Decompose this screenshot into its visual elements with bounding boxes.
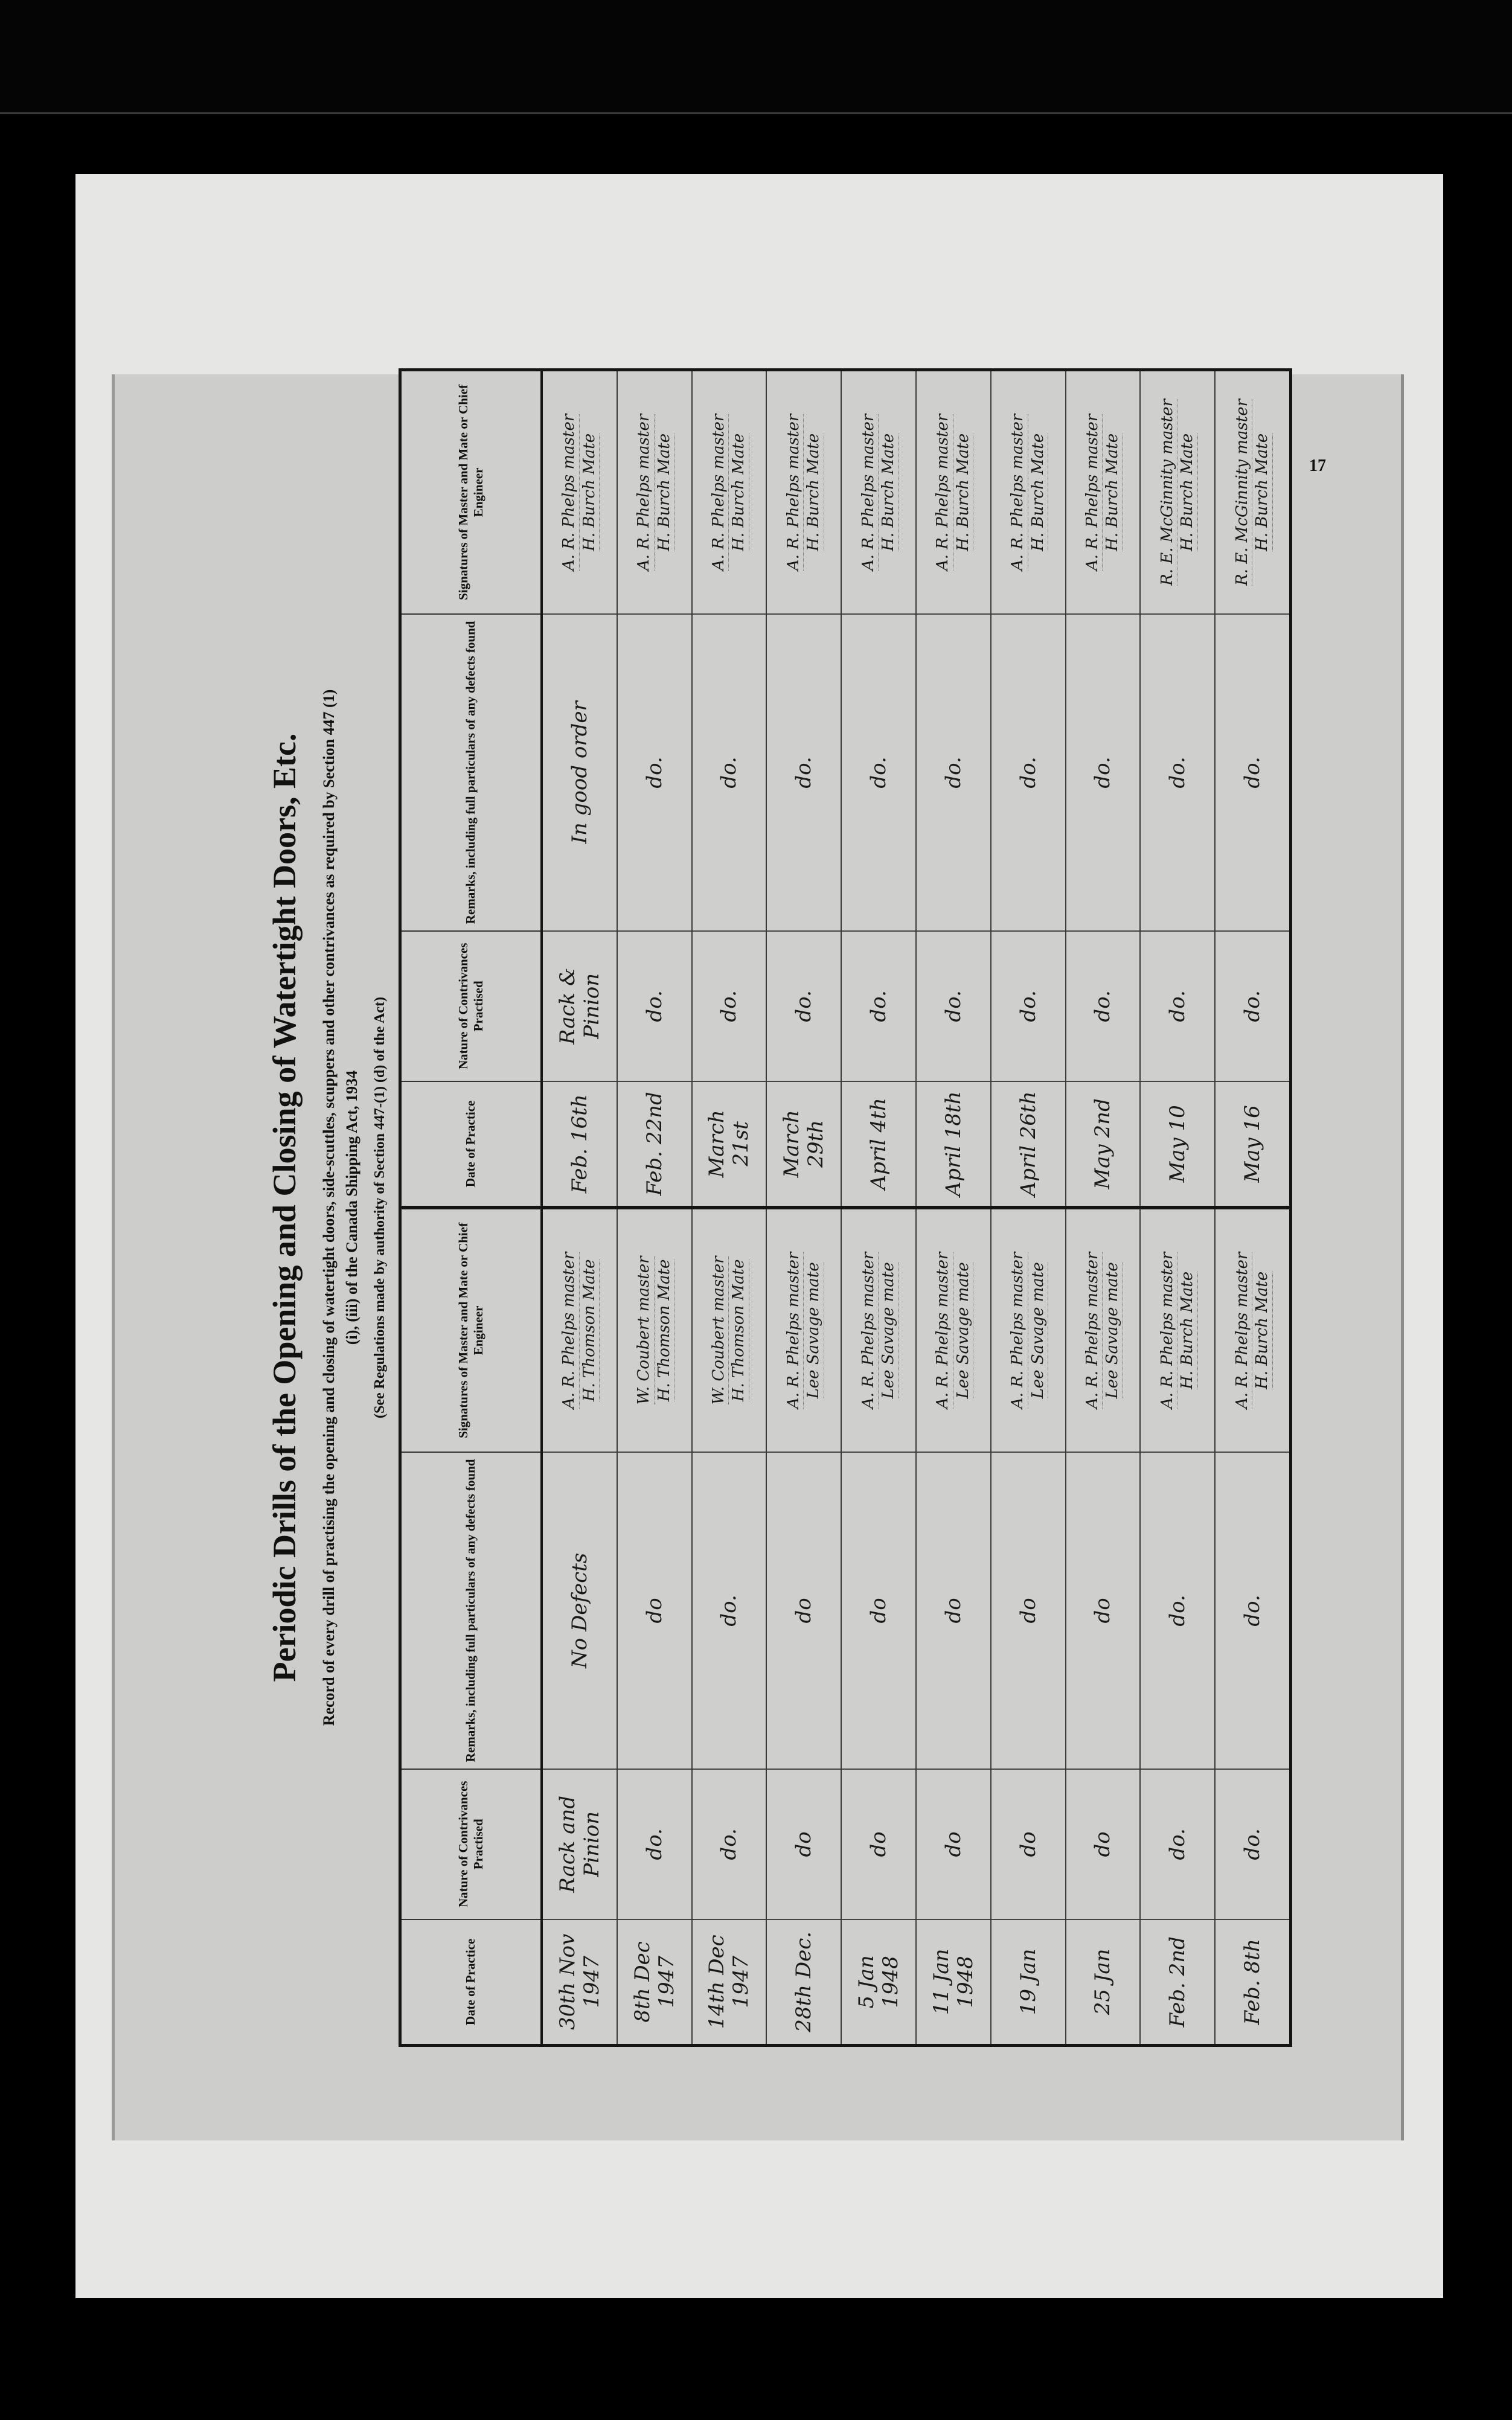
signature-sig2: H. Thomson Mate <box>655 1260 675 1402</box>
cell-signatures <box>767 371 841 613</box>
cell-signatures <box>693 1209 766 1452</box>
film-frame-edge <box>0 112 1512 114</box>
cell-date: Feb. 22nd <box>618 1081 691 1206</box>
cell-date: April 26th <box>991 1081 1065 1206</box>
cell-remarks: do. <box>917 613 990 930</box>
signature-sig1: R. E. McGinnity master <box>1232 399 1253 586</box>
signature-sig1: A. R. Phelps master <box>1083 414 1103 571</box>
cell-nature: do. <box>618 930 691 1081</box>
header-nature: Nature of Contrivances Practised <box>402 930 540 1081</box>
left-table <box>402 1209 1289 2044</box>
cell-nature: do. <box>1216 930 1289 1081</box>
cell-nature: do <box>917 1769 990 1919</box>
cell-remarks: do <box>767 1452 841 1769</box>
cell-remarks: In good order <box>543 613 617 930</box>
cell-signatures <box>1141 1209 1214 1452</box>
cell-remarks: do <box>991 1452 1065 1769</box>
cell-date: 19 Jan <box>991 1919 1065 2044</box>
signature-sig1: A. R. Phelps master <box>1008 1252 1028 1409</box>
signature-sig1: A. R. Phelps master <box>559 1252 580 1409</box>
cell-remarks: No Defects <box>543 1452 617 1769</box>
cell-nature: do. <box>1141 930 1214 1081</box>
signature-sig1: W. Coubert master <box>634 1256 655 1404</box>
cell-nature: do. <box>1141 1769 1214 1919</box>
signature-sig2: H. Burch Mate <box>1177 1272 1198 1389</box>
table-row <box>842 1209 917 2044</box>
table-row <box>543 1209 618 2044</box>
cell-date: 25 Jan <box>1066 1919 1140 2044</box>
table-row <box>1141 1209 1216 2044</box>
signature-sig2: H. Burch Mate <box>580 434 600 551</box>
cell-nature: do <box>767 1769 841 1919</box>
signature-sig1: A. R. Phelps master <box>933 1252 953 1409</box>
cell-remarks: do <box>1066 1452 1140 1769</box>
header-date: Date of Practice <box>402 1919 540 2044</box>
form-header <box>260 368 411 2047</box>
cell-remarks: do. <box>767 613 841 930</box>
table-row <box>767 1209 842 2044</box>
table-row <box>618 371 693 1206</box>
table-row <box>618 1209 693 2044</box>
table-row <box>991 1209 1066 2044</box>
cell-date: 30th Nov 1947 <box>543 1919 617 2044</box>
cell-remarks: do. <box>1141 1452 1214 1769</box>
table-row <box>917 371 991 1206</box>
table-row <box>767 371 842 1206</box>
signature-sig2: Lee Savage mate <box>1028 1262 1049 1398</box>
table-row <box>693 1209 767 2044</box>
table-row <box>1216 1209 1289 2044</box>
cell-remarks: do. <box>1216 1452 1289 1769</box>
cell-date: May 2nd <box>1066 1081 1140 1206</box>
signature-sig2: H. Burch Mate <box>804 434 824 551</box>
table-row <box>1066 371 1141 1206</box>
signature-sig2: H. Burch Mate <box>1252 1272 1273 1389</box>
cell-signatures <box>767 1209 841 1452</box>
cell-nature: do. <box>1216 1769 1289 1919</box>
right-table <box>402 371 1289 1209</box>
cell-signatures <box>917 371 990 613</box>
signature-sig1: A. R. Phelps master <box>784 1252 804 1409</box>
cell-nature: do. <box>693 1769 766 1919</box>
table-row <box>543 371 618 1206</box>
form-title: Periodic Drills of the Opening and Closing of Watertight Doors, Etc. <box>266 733 303 1682</box>
signature-sig1: A. R. Phelps master <box>933 414 953 571</box>
signature-sig2: H. Burch Mate <box>879 434 899 551</box>
header-remarks: Remarks, including full particulars of any defects found <box>402 1452 540 1769</box>
header-date: Date of Practice <box>402 1081 540 1206</box>
signature-sig1: A. R. Phelps master <box>1008 414 1028 571</box>
signature-sig1: A. R. Phelps master <box>859 1252 879 1409</box>
cell-date: April 4th <box>842 1081 915 1206</box>
cell-nature: do <box>842 1769 915 1919</box>
cell-signatures <box>917 1209 990 1452</box>
cell-nature: do. <box>767 930 841 1081</box>
cell-date: 14th Dec 1947 <box>693 1919 766 2044</box>
cell-signatures <box>543 1209 617 1452</box>
table-rows <box>543 1209 1289 2044</box>
cell-remarks: do. <box>1066 613 1140 930</box>
cell-remarks: do. <box>1216 613 1289 930</box>
cell-nature: do. <box>842 930 915 1081</box>
regulations-note: (See Regulations made by authority of Section 447-(1) (d) of the Act) <box>372 997 388 1418</box>
cell-nature: do. <box>917 930 990 1081</box>
cell-nature: do <box>991 1769 1065 1919</box>
cell-date: Feb. 16th <box>543 1081 617 1206</box>
film-bottom-band <box>0 2298 1512 2420</box>
cell-signatures <box>1066 371 1140 613</box>
header-nature: Nature of Contrivances Practised <box>402 1769 540 1919</box>
signature-sig1: A. R. Phelps master <box>859 414 879 571</box>
cell-date: March 21st <box>693 1081 766 1206</box>
cell-date: 5 Jan 1948 <box>842 1919 915 2044</box>
table-rows <box>543 371 1289 1206</box>
cell-signatures <box>693 371 766 613</box>
form-subtitle-line1: Record of every drill of practising the opening and closing of watertight doors, side-scuttles, scuppers and other contrivances as required by Section 447 (1) <box>320 689 338 1726</box>
signature-sig1: A. R. Phelps master <box>784 414 804 571</box>
cell-remarks: do. <box>1141 613 1214 930</box>
page-number: 17 <box>1309 456 1326 475</box>
signature-sig2: H. Burch Mate <box>655 434 675 551</box>
signature-sig1: A. R. Phelps master <box>634 414 655 571</box>
cell-date: 8th Dec 1947 <box>618 1919 691 2044</box>
cell-nature: do. <box>991 930 1065 1081</box>
table-row <box>1141 371 1216 1206</box>
table-header <box>402 1209 543 2044</box>
cell-nature: Rack & Pinion <box>543 930 617 1081</box>
signature-sig2: H. Burch Mate <box>1177 434 1198 551</box>
signature-sig2: H. Burch Mate <box>1252 434 1273 551</box>
cell-signatures <box>842 371 915 613</box>
cell-signatures <box>618 371 691 613</box>
signature-sig2: H. Thomson Mate <box>580 1260 600 1402</box>
signature-sig1: A. R. Phelps master <box>559 414 580 571</box>
form-subtitle-line2: (i), (iii) of the Canada Shipping Act, 1934 <box>343 1070 360 1345</box>
cell-remarks: do <box>842 1452 915 1769</box>
signature-sig1: A. R. Phelps master <box>1232 1252 1253 1409</box>
table-row <box>1066 1209 1141 2044</box>
cell-signatures <box>1066 1209 1140 1452</box>
rotated-form <box>260 368 1272 2047</box>
signature-sig2: H. Burch Mate <box>1028 434 1049 551</box>
cell-remarks: do <box>618 1452 691 1769</box>
cell-nature: do. <box>618 1769 691 1919</box>
drill-tables <box>399 368 1292 2047</box>
signature-sig1: W. Coubert master <box>709 1256 729 1404</box>
table-header <box>402 371 543 1206</box>
cell-date: Feb. 2nd <box>1141 1919 1214 2044</box>
cell-signatures <box>991 371 1065 613</box>
signature-sig2: Lee Savage mate <box>953 1262 974 1398</box>
signature-sig2: Lee Savage mate <box>1103 1262 1123 1398</box>
cell-signatures <box>1216 371 1289 613</box>
header-signatures: Signatures of Master and Mate or Chief Engineer <box>455 384 485 600</box>
film-top-band <box>0 0 1512 115</box>
cell-remarks: do. <box>693 1452 766 1769</box>
signature-sig1: A. R. Phelps master <box>1158 1252 1178 1409</box>
header-signatures: Signatures of Master and Mate or Chief Engineer <box>455 1222 485 1438</box>
cell-nature: do. <box>1066 930 1140 1081</box>
signature-sig2: H. Burch Mate <box>729 434 749 551</box>
cell-signatures <box>543 371 617 613</box>
table-row <box>1216 371 1289 1206</box>
signature-sig2: H. Burch Mate <box>953 434 974 551</box>
signature-sig1: A. R. Phelps master <box>1083 1252 1103 1409</box>
cell-nature: do. <box>693 930 766 1081</box>
signature-sig2: Lee Savage mate <box>804 1262 824 1398</box>
cell-signatures <box>842 1209 915 1452</box>
table-row <box>991 371 1066 1206</box>
signature-sig1: R. E. McGinnity master <box>1158 399 1178 586</box>
cell-signatures <box>1216 1209 1289 1452</box>
cell-signatures <box>991 1209 1065 1452</box>
table-row <box>917 1209 991 2044</box>
cell-nature: Rack and Pinion <box>543 1769 617 1919</box>
cell-signatures <box>1141 371 1214 613</box>
cell-signatures <box>618 1209 691 1452</box>
cell-remarks: do. <box>693 613 766 930</box>
cell-date: May 16 <box>1216 1081 1289 1206</box>
header-remarks: Remarks, including full particulars of any defects found <box>402 613 540 930</box>
cell-remarks: do. <box>618 613 691 930</box>
cell-date: March 29th <box>767 1081 841 1206</box>
signature-sig2: H. Burch Mate <box>1103 434 1123 551</box>
cell-date: Feb. 8th <box>1216 1919 1289 2044</box>
cell-date: May 10 <box>1141 1081 1214 1206</box>
cell-date: 11 Jan 1948 <box>917 1919 990 2044</box>
table-row <box>842 371 917 1206</box>
signature-sig2: H. Thomson Mate <box>729 1260 749 1402</box>
cell-date: April 18th <box>917 1081 990 1206</box>
signature-sig2: Lee Savage mate <box>879 1262 899 1398</box>
signature-sig1: A. R. Phelps master <box>709 414 729 571</box>
cell-remarks: do <box>917 1452 990 1769</box>
cell-remarks: do. <box>991 613 1065 930</box>
cell-remarks: do. <box>842 613 915 930</box>
table-row <box>693 371 767 1206</box>
cell-date: 28th Dec. <box>767 1919 841 2044</box>
cell-nature: do <box>1066 1769 1140 1919</box>
